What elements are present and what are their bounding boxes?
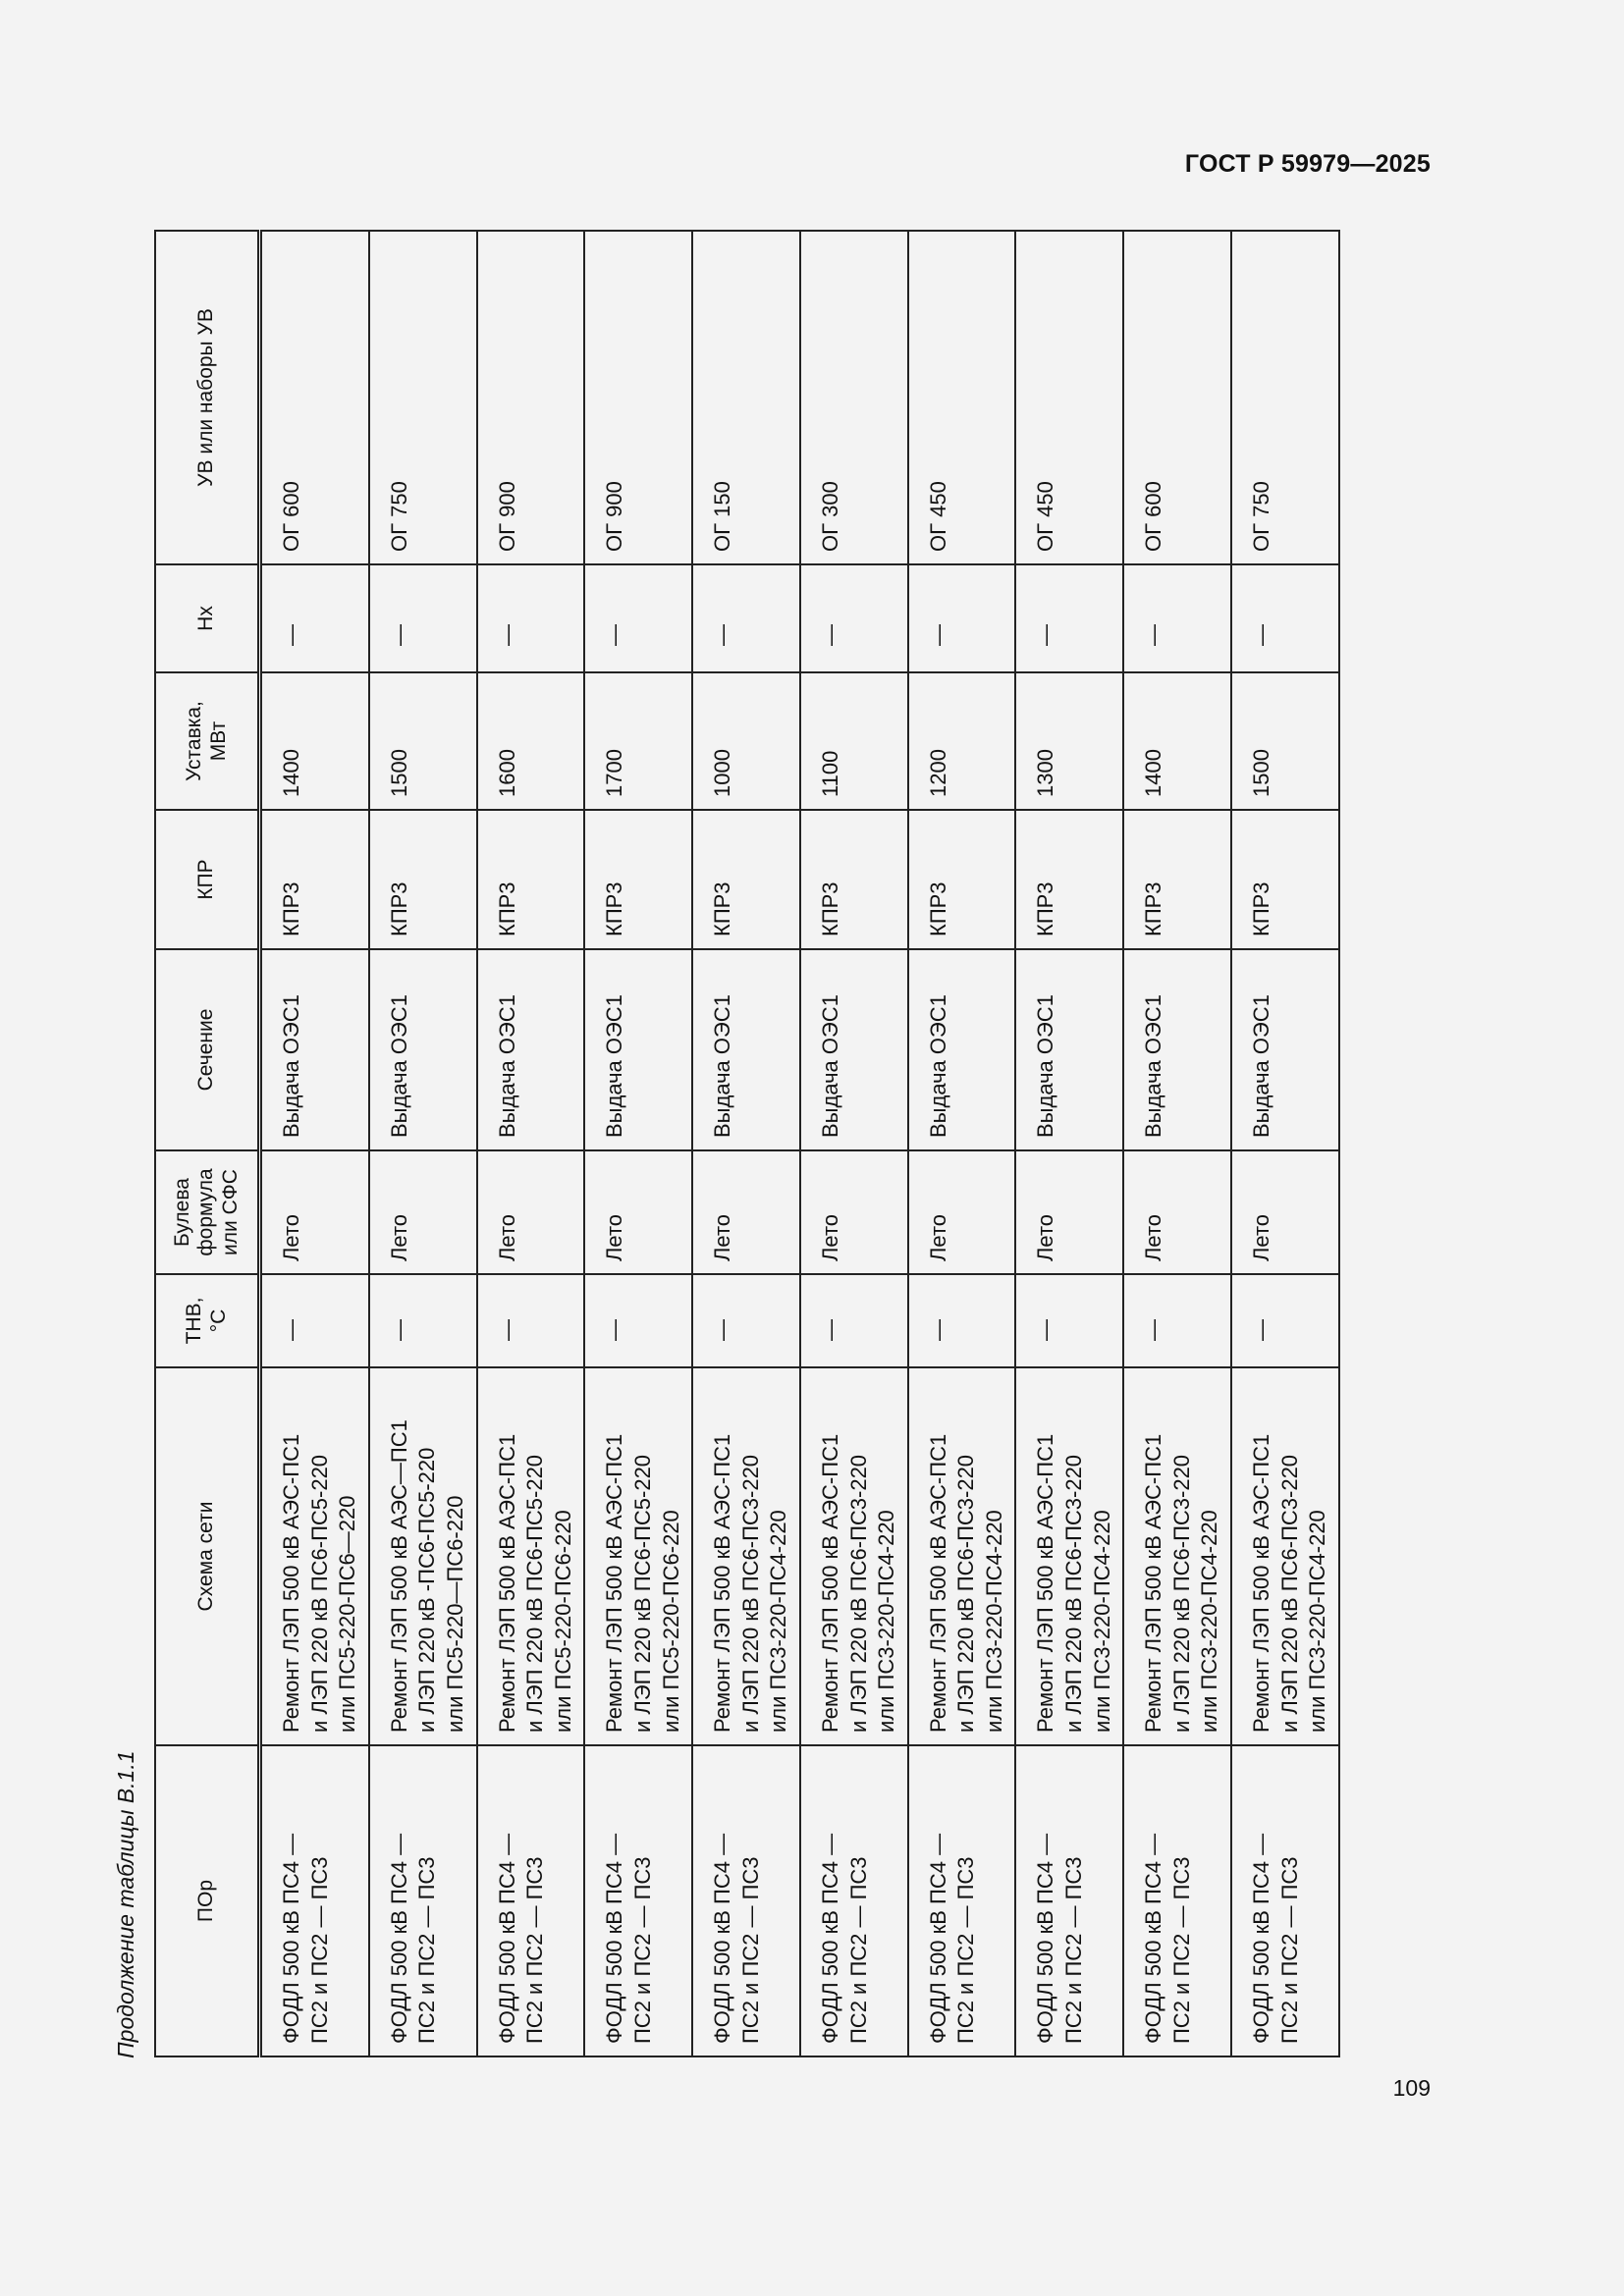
- cell-scheme-line: и ЛЭП 220 кВ ПС6-ПС3-220: [737, 1454, 763, 1733]
- cell-scheme-line: или ПС3-220-ПС4-220: [1197, 1510, 1222, 1733]
- cell-nx: —: [692, 564, 800, 672]
- cell-scheme: [1123, 1367, 1231, 1745]
- cell-scheme: [1015, 1367, 1123, 1745]
- cell-por: [477, 1745, 585, 2056]
- cell-por: [1231, 1745, 1339, 2056]
- column-header-formula: Булева формула или СФС: [155, 1150, 260, 1274]
- cell-uv: ОГ 450: [1015, 231, 1123, 564]
- table-header-row: [155, 231, 260, 2056]
- cell-formula: Лето: [584, 1150, 692, 1274]
- cell-formula: Лето: [1015, 1150, 1123, 1274]
- cell-por-line: ПС2 и ПС2 — ПС3: [629, 1856, 655, 2044]
- cell-tnv: —: [1231, 1274, 1339, 1367]
- cell-scheme-line: и ЛЭП 220 кВ ПС6-ПС3-220: [1168, 1454, 1194, 1733]
- cell-uv: ОГ 750: [1231, 231, 1339, 564]
- cell-scheme-line: Ремонт ЛЭП 500 кВ АЭС-ПС1: [925, 1433, 950, 1733]
- cell-por-line: ФОДЛ 500 кВ ПС4 —: [602, 1833, 627, 2044]
- cell-scheme: [908, 1367, 1016, 1745]
- cell-por-line: ФОДЛ 500 кВ ПС4 —: [817, 1833, 842, 2044]
- table-row: [800, 231, 908, 2056]
- table-row: [1015, 231, 1123, 2056]
- cell-por: [260, 1745, 369, 2056]
- cell-formula: Лето: [477, 1150, 585, 1274]
- cell-kpr: КПР3: [1231, 810, 1339, 949]
- cell-formula: Лето: [908, 1150, 1016, 1274]
- cell-por: [369, 1745, 477, 2056]
- cell-tnv: —: [800, 1274, 908, 1367]
- cell-por-line: ПС2 и ПС2 — ПС3: [522, 1856, 548, 2044]
- column-header-kpr: КПР: [155, 810, 260, 949]
- table-row: [369, 231, 477, 2056]
- cell-por: [908, 1745, 1016, 2056]
- table-row: [477, 231, 585, 2056]
- cell-kpr: КПР3: [369, 810, 477, 949]
- cell-nx: —: [477, 564, 585, 672]
- cell-por-line: ФОДЛ 500 кВ ПС4 —: [279, 1833, 303, 2044]
- column-header-por: ПОр: [155, 1745, 260, 2056]
- cell-scheme-line: Ремонт ЛЭП 500 кВ АЭС—ПС1: [386, 1419, 411, 1733]
- cell-scheme-line: или ПС5-220-ПС6—220: [335, 1495, 360, 1733]
- column-header-tnv: ТНВ, °C: [155, 1274, 260, 1367]
- table-row: [692, 231, 800, 2056]
- cell-por: [584, 1745, 692, 2056]
- cell-section: Выдача ОЭС1: [260, 949, 369, 1150]
- cell-uv: ОГ 600: [260, 231, 369, 564]
- cell-formula: Лето: [369, 1150, 477, 1274]
- cell-uv: ОГ 450: [908, 231, 1016, 564]
- cell-scheme-line: и ЛЭП 220 кВ ПС6-ПС3-220: [1061, 1454, 1087, 1733]
- cell-nx: —: [1015, 564, 1123, 672]
- cell-nx: —: [260, 564, 369, 672]
- table-body: [260, 231, 1339, 2056]
- cell-uv: ОГ 750: [369, 231, 477, 564]
- column-header-uv: УВ или наборы УВ: [155, 231, 260, 564]
- cell-tnv: —: [477, 1274, 585, 1367]
- column-header-setpoint: Уставка, МВт: [155, 672, 260, 810]
- cell-por-line: ПС2 и ПС2 — ПС3: [414, 1856, 440, 2044]
- cell-scheme-line: или ПС5-220-ПС6-220: [658, 1510, 683, 1733]
- cell-por-line: ПС2 и ПС2 — ПС3: [845, 1856, 871, 2044]
- cell-kpr: КПР3: [1015, 810, 1123, 949]
- cell-scheme: [692, 1367, 800, 1745]
- cell-section: Выдача ОЭС1: [369, 949, 477, 1150]
- cell-scheme: [584, 1367, 692, 1745]
- cell-setpoint: 1200: [908, 672, 1016, 810]
- cell-section: Выдача ОЭС1: [584, 949, 692, 1150]
- cell-tnv: —: [908, 1274, 1016, 1367]
- table-row: [584, 231, 692, 2056]
- cell-uv: ОГ 600: [1123, 231, 1231, 564]
- cell-nx: —: [369, 564, 477, 672]
- cell-nx: —: [1123, 564, 1231, 672]
- cell-scheme-line: и ЛЭП 220 кВ ПС6-ПС3-220: [953, 1454, 979, 1733]
- cell-scheme-line: Ремонт ЛЭП 500 кВ АЭС-ПС1: [710, 1433, 735, 1733]
- data-table: [154, 230, 1340, 2057]
- cell-tnv: —: [1015, 1274, 1123, 1367]
- cell-por-line: ПС2 и ПС2 — ПС3: [1168, 1856, 1194, 2044]
- cell-scheme-line: или ПС5-220-ПС6-220: [550, 1510, 575, 1733]
- cell-scheme-line: Ремонт ЛЭП 500 кВ АЭС-ПС1: [1249, 1433, 1274, 1733]
- cell-uv: ОГ 900: [477, 231, 585, 564]
- cell-setpoint: 1500: [1231, 672, 1339, 810]
- cell-scheme-line: Ремонт ЛЭП 500 кВ АЭС-ПС1: [279, 1433, 303, 1733]
- cell-scheme: [1231, 1367, 1339, 1745]
- cell-por: [692, 1745, 800, 2056]
- cell-section: Выдача ОЭС1: [1123, 949, 1231, 1150]
- cell-kpr: КПР3: [477, 810, 585, 949]
- cell-section: Выдача ОЭС1: [477, 949, 585, 1150]
- cell-scheme-line: и ЛЭП 220 кВ ПС6-ПС5-220: [522, 1454, 548, 1733]
- column-header-scheme: Схема сети: [155, 1367, 260, 1745]
- cell-por-line: ФОДЛ 500 кВ ПС4 —: [710, 1833, 735, 2044]
- column-header-section: Сечение: [155, 949, 260, 1150]
- page-number: 109: [1392, 2075, 1431, 2101]
- rotated-table-container: [154, 232, 1331, 2057]
- document-code: ГОСТ Р 59979—2025: [1184, 150, 1431, 178]
- cell-por-line: ПС2 и ПС2 — ПС3: [1276, 1856, 1302, 2044]
- cell-setpoint: 1100: [800, 672, 908, 810]
- cell-scheme-line: или ПС3-220-ПС4-220: [874, 1510, 899, 1733]
- cell-formula: Лето: [800, 1150, 908, 1274]
- cell-tnv: —: [1123, 1274, 1231, 1367]
- cell-por-line: ПС2 и ПС2 — ПС3: [1061, 1856, 1087, 2044]
- cell-scheme-line: или ПС3-220-ПС4-220: [981, 1510, 1006, 1733]
- cell-nx: —: [800, 564, 908, 672]
- cell-kpr: КПР3: [908, 810, 1016, 949]
- table-row: [1123, 231, 1231, 2056]
- cell-setpoint: 1400: [260, 672, 369, 810]
- cell-scheme-line: и ЛЭП 220 кВ ПС6-ПС3-220: [1276, 1454, 1302, 1733]
- cell-setpoint: 1700: [584, 672, 692, 810]
- cell-formula: Лето: [692, 1150, 800, 1274]
- cell-por-line: ПС2 и ПС2 — ПС3: [737, 1856, 763, 2044]
- cell-por-line: ФОДЛ 500 кВ ПС4 —: [925, 1833, 950, 2044]
- cell-scheme-line: или ПС3-220-ПС4-220: [1089, 1510, 1114, 1733]
- cell-setpoint: 1600: [477, 672, 585, 810]
- cell-nx: —: [584, 564, 692, 672]
- cell-scheme-line: и ЛЭП 220 кВ ПС6-ПС5-220: [306, 1454, 332, 1733]
- cell-tnv: —: [260, 1274, 369, 1367]
- cell-tnv: —: [584, 1274, 692, 1367]
- cell-section: Выдача ОЭС1: [1015, 949, 1123, 1150]
- cell-kpr: КПР3: [1123, 810, 1231, 949]
- cell-scheme-line: или ПС5-220—ПС6-220: [442, 1495, 467, 1733]
- column-header-nx: Нх: [155, 564, 260, 672]
- table-row: [260, 231, 369, 2056]
- cell-scheme-line: Ремонт ЛЭП 500 кВ АЭС-ПС1: [602, 1433, 627, 1733]
- cell-por: [1015, 1745, 1123, 2056]
- cell-kpr: КПР3: [800, 810, 908, 949]
- cell-formula: Лето: [1231, 1150, 1339, 1274]
- cell-scheme-line: Ремонт ЛЭП 500 кВ АЭС-ПС1: [1033, 1433, 1058, 1733]
- cell-uv: ОГ 900: [584, 231, 692, 564]
- cell-por-line: ПС2 и ПС2 — ПС3: [953, 1856, 979, 2044]
- cell-scheme: [369, 1367, 477, 1745]
- cell-scheme: [800, 1367, 908, 1745]
- cell-scheme: [260, 1367, 369, 1745]
- cell-por-line: ФОДЛ 500 кВ ПС4 —: [1141, 1833, 1166, 2044]
- cell-section: Выдача ОЭС1: [1231, 949, 1339, 1150]
- cell-uv: ОГ 300: [800, 231, 908, 564]
- cell-formula: Лето: [1123, 1150, 1231, 1274]
- cell-por: [800, 1745, 908, 2056]
- cell-section: Выдача ОЭС1: [692, 949, 800, 1150]
- cell-scheme-line: Ремонт ЛЭП 500 кВ АЭС-ПС1: [817, 1433, 842, 1733]
- cell-scheme-line: Ремонт ЛЭП 500 кВ АЭС-ПС1: [1141, 1433, 1166, 1733]
- cell-por-line: ФОДЛ 500 кВ ПС4 —: [386, 1833, 411, 2044]
- cell-por: [1123, 1745, 1231, 2056]
- cell-kpr: КПР3: [260, 810, 369, 949]
- cell-por-line: ПС2 и ПС2 — ПС3: [306, 1856, 332, 2044]
- cell-por-line: ФОДЛ 500 кВ ПС4 —: [494, 1833, 519, 2044]
- cell-section: Выдача ОЭС1: [908, 949, 1016, 1150]
- cell-scheme: [477, 1367, 585, 1745]
- cell-scheme-line: или ПС3-220-ПС4-220: [1305, 1510, 1330, 1733]
- cell-setpoint: 1300: [1015, 672, 1123, 810]
- cell-kpr: КПР3: [584, 810, 692, 949]
- cell-tnv: —: [692, 1274, 800, 1367]
- cell-section: Выдача ОЭС1: [800, 949, 908, 1150]
- table-row: [908, 231, 1016, 2056]
- table-caption: Продолжение таблицы В.1.1: [113, 1750, 138, 2058]
- cell-scheme-line: и ЛЭП 220 кВ ПС6-ПС3-220: [845, 1454, 871, 1733]
- cell-formula: Лето: [260, 1150, 369, 1274]
- cell-scheme-line: и ЛЭП 220 кВ ПС6-ПС5-220: [629, 1454, 655, 1733]
- cell-kpr: КПР3: [692, 810, 800, 949]
- cell-nx: —: [1231, 564, 1339, 672]
- table-row: [1231, 231, 1339, 2056]
- cell-setpoint: 1000: [692, 672, 800, 810]
- cell-por-line: ФОДЛ 500 кВ ПС4 —: [1033, 1833, 1058, 2044]
- cell-tnv: —: [369, 1274, 477, 1367]
- cell-por-line: ФОДЛ 500 кВ ПС4 —: [1249, 1833, 1274, 2044]
- cell-uv: ОГ 150: [692, 231, 800, 564]
- cell-nx: —: [908, 564, 1016, 672]
- cell-setpoint: 1400: [1123, 672, 1231, 810]
- cell-setpoint: 1500: [369, 672, 477, 810]
- cell-scheme-line: Ремонт ЛЭП 500 кВ АЭС-ПС1: [494, 1433, 519, 1733]
- cell-scheme-line: или ПС3-220-ПС4-220: [766, 1510, 791, 1733]
- cell-scheme-line: и ЛЭП 220 кВ -ПС6-ПС5-220: [414, 1447, 440, 1733]
